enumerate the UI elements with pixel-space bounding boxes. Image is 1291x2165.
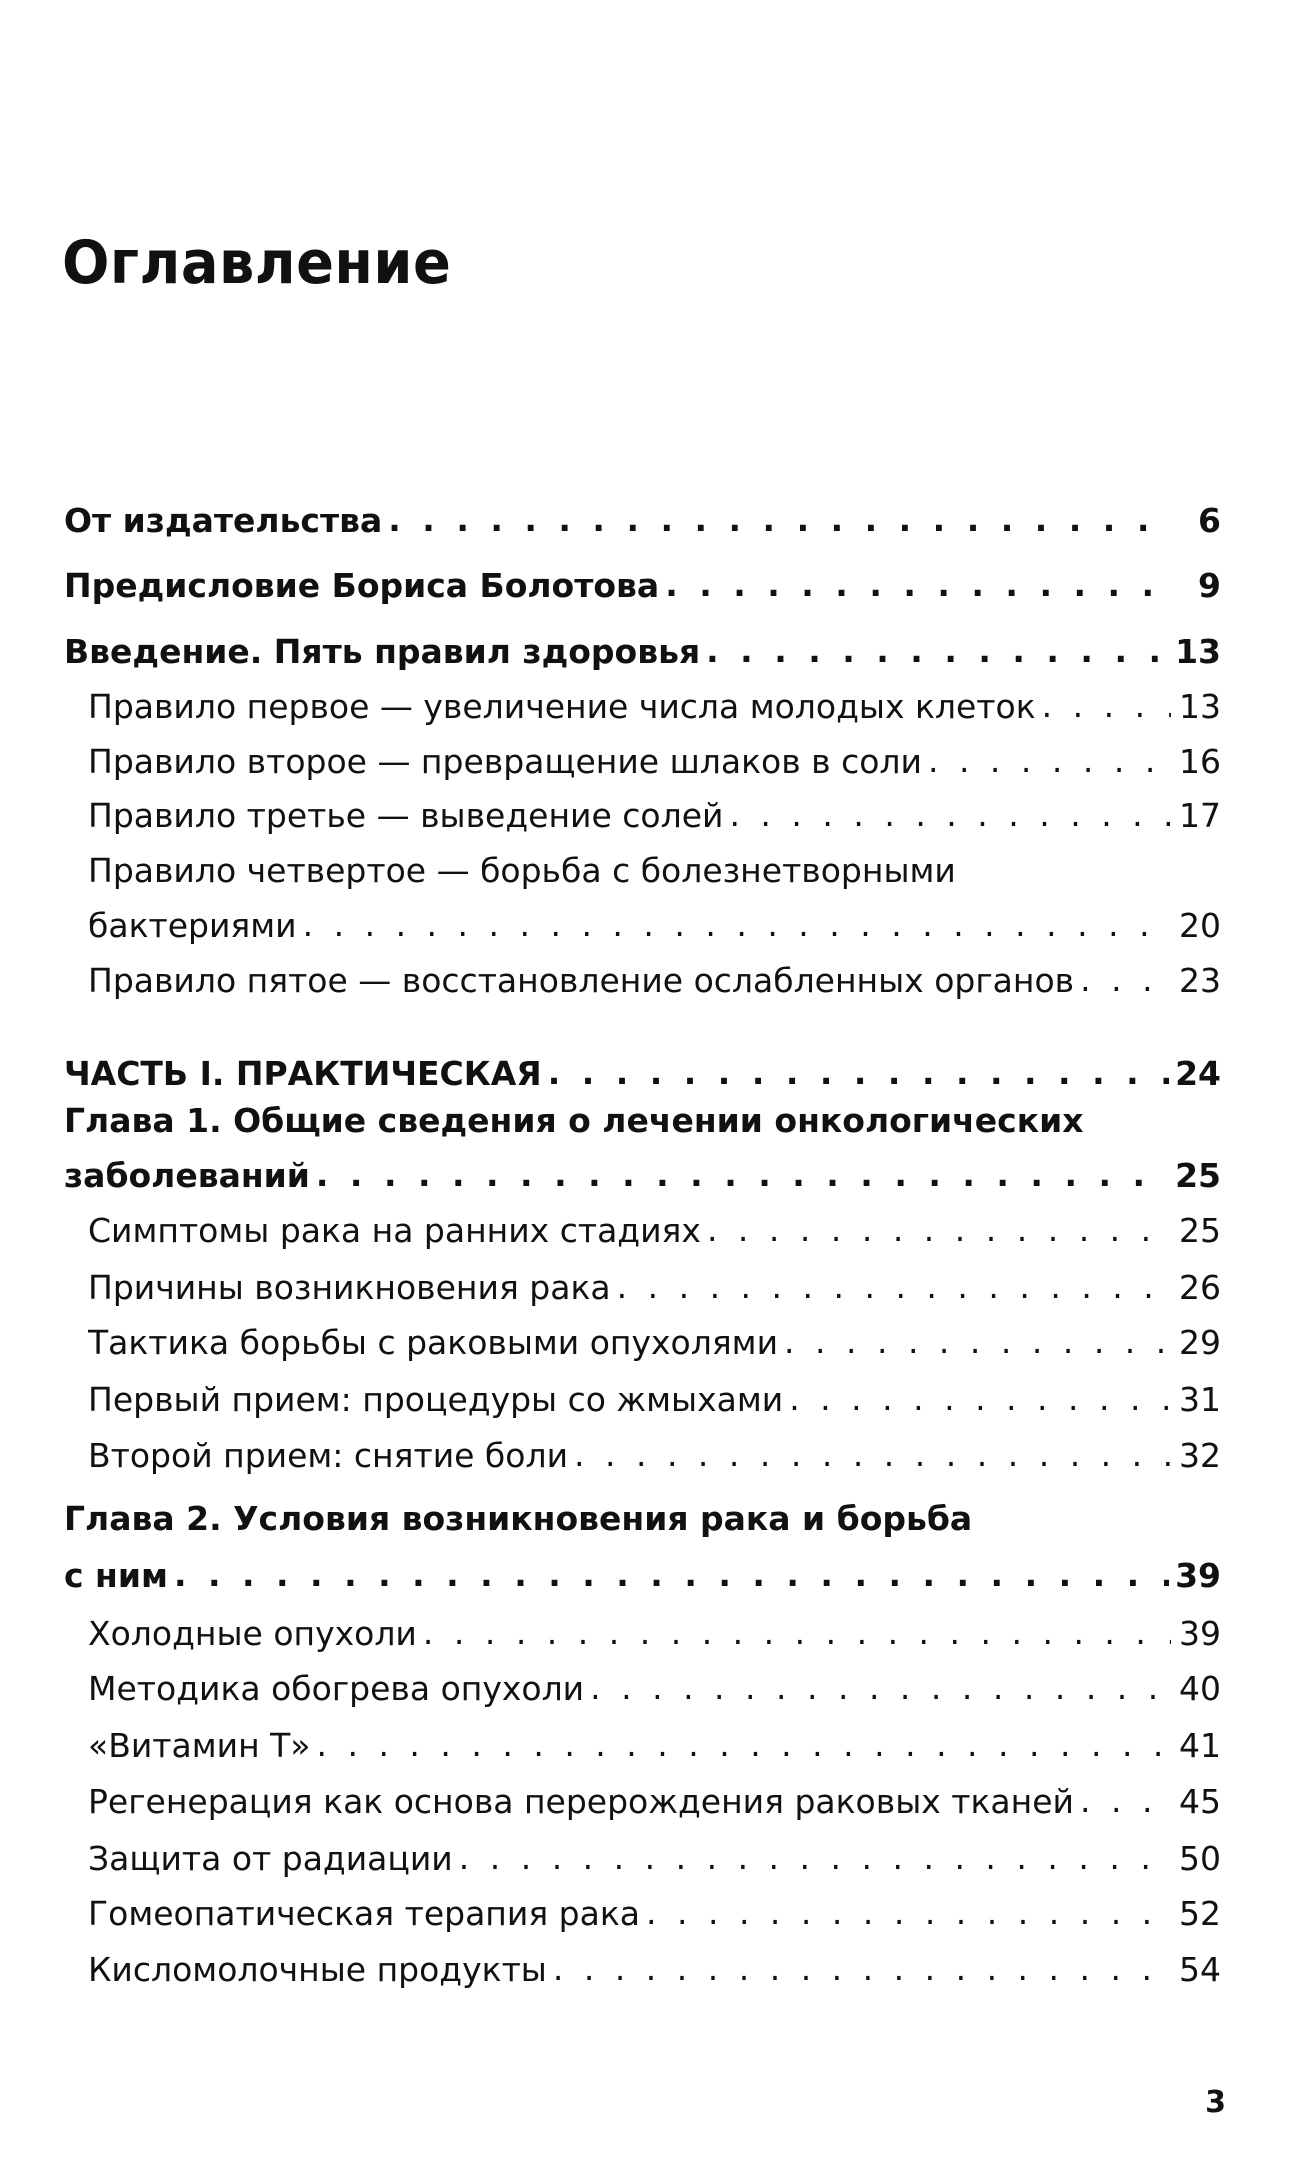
toc-subsection-entry[interactable] [88, 1776, 1221, 1826]
toc-section-entry[interactable] [64, 626, 1221, 676]
toc-entry-page: 9 [1198, 565, 1221, 605]
dot-leader [388, 500, 1171, 540]
dot-leader [706, 631, 1169, 671]
toc-entry-page: 52 [1179, 1893, 1221, 1933]
dot-leader [789, 1379, 1171, 1419]
toc-entry-page: 41 [1179, 1725, 1221, 1765]
dot-leader [316, 1725, 1171, 1765]
toc-entry-page: 26 [1179, 1267, 1221, 1307]
dot-leader [303, 905, 1171, 945]
dot-leader [729, 795, 1171, 835]
toc-subsection-entry[interactable] [88, 900, 1221, 950]
dot-leader [174, 1555, 1169, 1595]
toc-entry-label: Защита от радиации [88, 1838, 453, 1878]
toc-entry-label: ЧАСТЬ I. ПРАКТИЧЕСКАЯ [64, 1053, 542, 1093]
toc-entry-label: заболеваний [64, 1155, 310, 1195]
toc-entry-label: с ним [64, 1555, 168, 1595]
toc-entry-label: «Витамин Т» [88, 1725, 311, 1765]
dot-leader [459, 1838, 1171, 1878]
dot-leader [590, 1668, 1171, 1708]
toc-entry-page: 17 [1179, 795, 1221, 835]
toc-entry-page: 50 [1179, 1838, 1221, 1878]
dot-leader [707, 1210, 1171, 1250]
toc-entry-label: Второй прием: снятие боли [88, 1435, 569, 1475]
toc-entry-page: 40 [1179, 1668, 1221, 1708]
toc-subsection-entry[interactable] [88, 955, 1221, 1005]
toc-entry-first-line: Правило четвертое — борьба с болезнетворными [88, 850, 956, 890]
toc-entry-label: Холодные опухоли [88, 1613, 417, 1653]
dot-leader [553, 1949, 1171, 1989]
toc-entry-page: 13 [1175, 631, 1221, 671]
toc-subsection-entry[interactable] [88, 1205, 1221, 1255]
toc-entry-page: 16 [1179, 741, 1221, 781]
toc-entry-page: 54 [1179, 1949, 1221, 1989]
dot-leader [617, 1267, 1171, 1307]
toc-entry-label: бактериями [88, 905, 297, 945]
toc-entry-page: 23 [1179, 960, 1221, 1000]
toc-entry-label: Гомеопатическая терапия рака [88, 1893, 640, 1933]
toc-entry-label: Кисломолочные продукты [88, 1949, 547, 1989]
dot-leader [784, 1322, 1171, 1362]
toc-entry-page: 39 [1179, 1613, 1221, 1653]
toc-entry-label: Правило пятое — восстановление ослабленных органов [88, 960, 1075, 1000]
toc-entry-label: Тактика борьбы с раковыми опухолями [88, 1322, 779, 1362]
toc-section-entry[interactable] [64, 1550, 1221, 1600]
dot-leader [1080, 1781, 1171, 1821]
toc-entry-label: Причины возникновения рака [88, 1267, 611, 1307]
toc-entry-page: 45 [1179, 1781, 1221, 1821]
toc-entry-first-line: Глава 2. Условия возникновения рака и борьба [64, 1498, 973, 1538]
dot-leader [665, 565, 1171, 605]
toc-entry-first-line: Глава 1. Общие сведения о лечении онкологических [64, 1100, 1084, 1140]
toc-entry-page: 25 [1175, 1155, 1221, 1195]
toc-subsection-entry[interactable] [88, 1833, 1221, 1883]
dot-leader [1080, 960, 1171, 1000]
toc-entry-page: 32 [1179, 1435, 1221, 1475]
toc-subsection-entry[interactable] [88, 681, 1221, 731]
toc-entry-label: Симптомы рака на ранних стадиях [88, 1210, 701, 1250]
toc-entry-label: Регенерация как основа перерождения раковых тканей [88, 1781, 1074, 1821]
toc-subsection-entry[interactable] [88, 1262, 1221, 1312]
toc-subsection-entry[interactable] [88, 1374, 1221, 1424]
toc-section-entry[interactable] [64, 495, 1221, 545]
toc-subsection-entry[interactable] [88, 1663, 1221, 1713]
dot-leader [423, 1613, 1171, 1653]
dot-leader [316, 1155, 1169, 1195]
toc-subsection-entry[interactable] [88, 790, 1221, 840]
toc-entry-page: 31 [1179, 1379, 1221, 1419]
toc-section-entry[interactable] [64, 1150, 1221, 1200]
dot-leader [928, 741, 1171, 781]
toc-entry-label: От издательства [64, 500, 383, 540]
toc-entry-page: 20 [1179, 905, 1221, 945]
toc-subsection-entry[interactable] [88, 1944, 1221, 1994]
toc-entry-label: Введение. Пять правил здоровья [64, 631, 701, 671]
dot-leader [646, 1893, 1171, 1933]
toc-entry-page: 39 [1175, 1555, 1221, 1595]
toc-entry-page: 13 [1179, 686, 1221, 726]
toc-entry-label: Правило третье — выведение солей [88, 795, 724, 835]
toc-entry-page: 24 [1175, 1053, 1221, 1093]
dot-leader [1042, 686, 1171, 726]
toc-section-entry[interactable] [64, 560, 1221, 610]
toc-entry-page: 25 [1179, 1210, 1221, 1250]
toc-subsection-entry[interactable] [88, 1608, 1221, 1658]
page-number: 3 [1205, 2085, 1226, 2120]
toc-subsection-entry[interactable] [88, 1720, 1221, 1770]
dot-leader [548, 1053, 1169, 1093]
toc-entry-label: Первый прием: процедуры со жмыхами [88, 1379, 784, 1419]
toc-entry-label: Методика обогрева опухоли [88, 1668, 585, 1708]
toc-subsection-entry[interactable] [88, 736, 1221, 786]
dot-leader [574, 1435, 1171, 1475]
toc-entry-label: Правило второе — превращение шлаков в соли [88, 741, 922, 781]
toc-section-entry[interactable] [64, 1048, 1221, 1098]
toc-subsection-entry[interactable] [88, 1888, 1221, 1938]
toc-subsection-entry[interactable] [88, 1430, 1221, 1480]
page-title: Оглавление [62, 228, 452, 298]
toc-entry-page: 6 [1198, 500, 1221, 540]
toc-entry-label: Правило первое — увеличение числа молодых клеток [88, 686, 1036, 726]
toc-entry-label: Предисловие Бориса Болотова [64, 565, 660, 605]
toc-entry-page: 29 [1179, 1322, 1221, 1362]
toc-subsection-entry[interactable] [88, 1317, 1221, 1367]
